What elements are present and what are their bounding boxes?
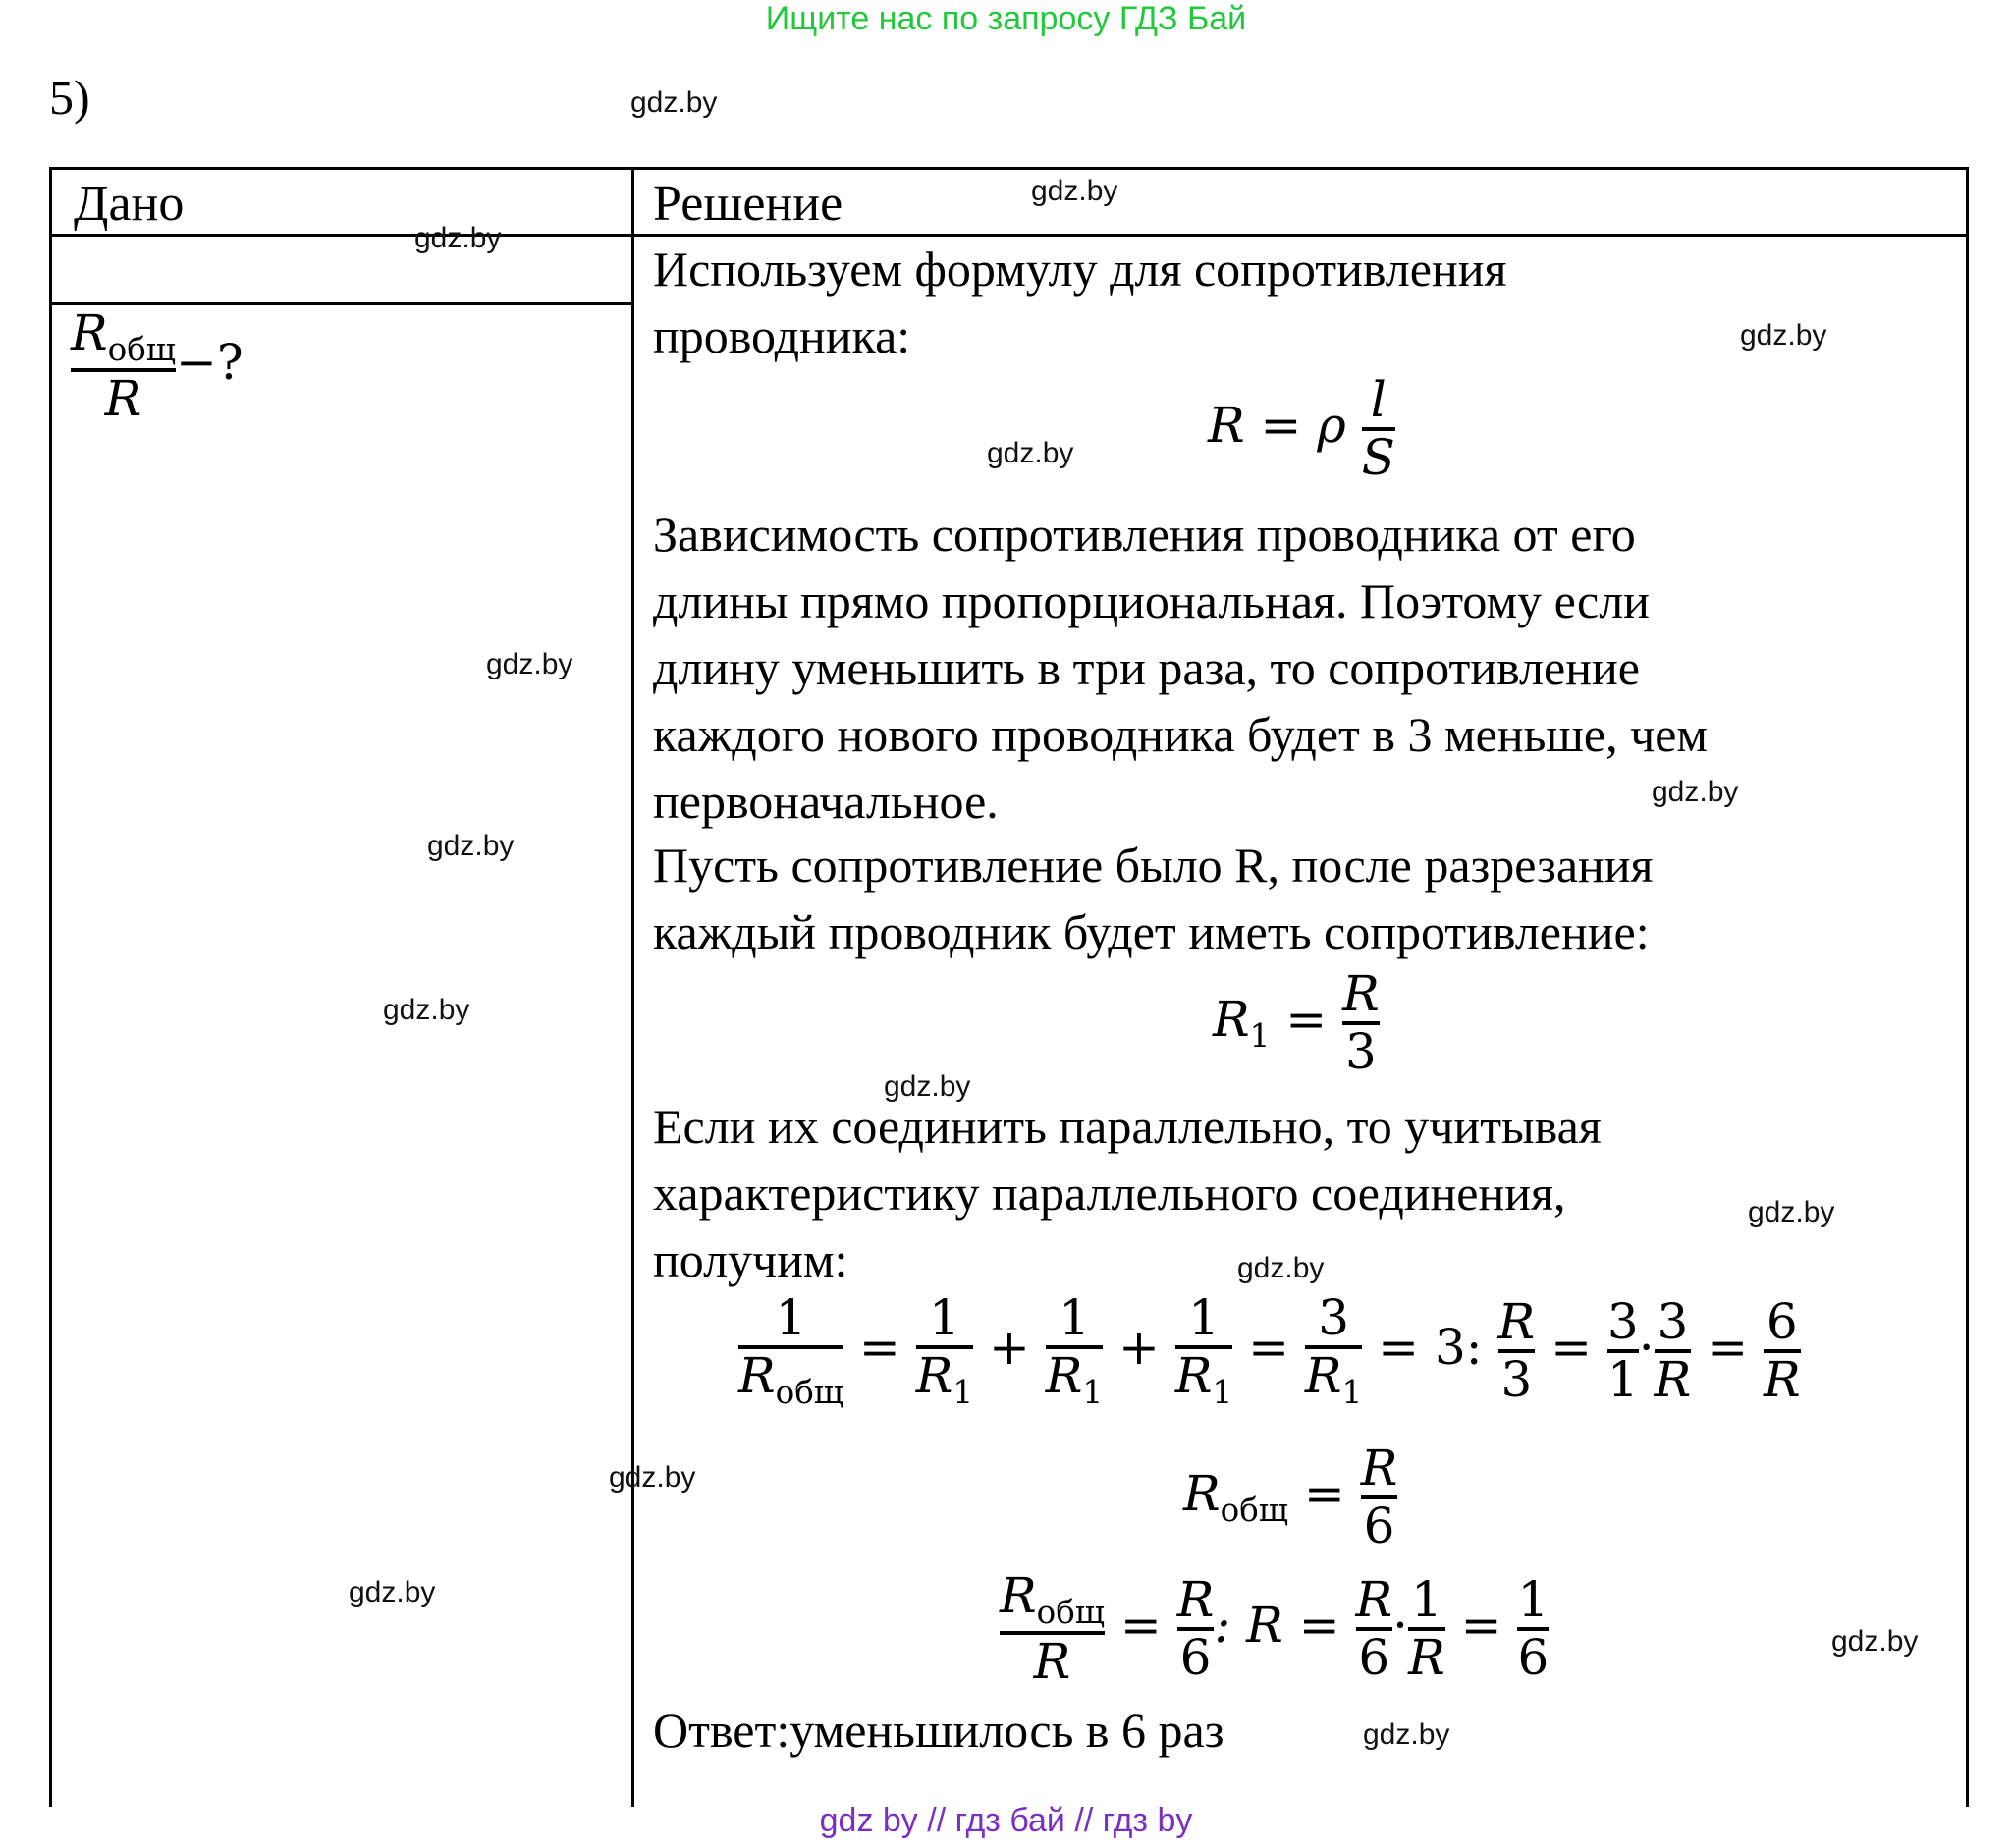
- watermark: gdz.by: [1748, 1196, 1835, 1228]
- solution-header: Решение: [653, 176, 843, 232]
- solution-line: первоначальное.: [653, 774, 999, 829]
- table-right-border: [1966, 167, 1969, 1807]
- answer: Ответ:уменьшилось в 6 раз: [653, 1703, 1224, 1758]
- solution-line: каждого нового проводника будет в 3 меньше, чем: [653, 707, 1709, 762]
- watermark: gdz.by: [349, 1576, 436, 1608]
- given-header: Дано: [74, 176, 185, 232]
- header-underline: [49, 234, 1969, 237]
- formula-r-total: $R_{общ}$ = $\frac{R}{6}$: [1183, 1440, 1398, 1554]
- solution-line: характеристику параллельного соединения,: [653, 1166, 1566, 1221]
- solution-line: Используем формулу для сопротивления: [653, 242, 1507, 297]
- solution-line: Пусть сопротивление было R, после разрезания: [653, 838, 1654, 893]
- table-divider: [631, 167, 634, 1807]
- watermark: gdz.by: [1652, 776, 1739, 808]
- watermark: gdz.by: [987, 437, 1074, 469]
- formula-ratio: $\frac{R_{общ}}{R}$ = $\frac{R}{6}$ : R = $\frac{R}{6}$ · $\frac{1}{R}$ = $\frac{1}{6}$: [1000, 1567, 1550, 1690]
- watermark: gdz.by: [427, 830, 515, 862]
- find-expression: $\frac{R_{общ}}{R}$ −?: [71, 304, 244, 427]
- solution-line: длину уменьшить в три раза, то сопротивление: [653, 640, 1640, 695]
- top-banner: Ищите нас по запросу ГДЗ Бай: [765, 0, 1247, 37]
- problem-number: 5): [49, 70, 90, 125]
- watermark: gdz.by: [609, 1461, 696, 1494]
- table-left-border: [49, 167, 52, 1807]
- watermark: gdz.by: [1031, 175, 1118, 207]
- solution-line: получим:: [653, 1232, 848, 1287]
- solution-line: проводника:: [653, 308, 911, 363]
- watermark: gdz.by: [630, 86, 718, 119]
- table-top-border: [49, 167, 1969, 170]
- given-underline: [49, 302, 633, 305]
- solution-line: Если их соединить параллельно, то учитывая: [653, 1099, 1602, 1154]
- solution-line: Зависимость сопротивления проводника от его: [653, 507, 1636, 562]
- watermark: gdz.by: [1831, 1625, 1919, 1658]
- formula-resistance: R = ρ $\frac{l}{S}$: [1208, 371, 1395, 486]
- watermark: gdz.by: [884, 1070, 971, 1103]
- watermark: gdz.by: [1363, 1718, 1450, 1751]
- watermark: gdz.by: [414, 222, 502, 254]
- watermark: gdz.by: [1237, 1252, 1325, 1284]
- formula-r1: $R_1$ = $\frac{R}{3}$: [1213, 965, 1380, 1080]
- solution-line: каждый проводник будет иметь сопротивление:: [653, 904, 1650, 959]
- find-fraction: $\frac{R_{общ}}{R}$: [71, 304, 177, 427]
- watermark: gdz.by: [1740, 319, 1827, 352]
- solution-line: длины прямо пропорциональная. Поэтому если: [653, 573, 1650, 628]
- bottom-watermark: gdz by // гдз бай // гдз by: [819, 1802, 1193, 1839]
- watermark: gdz.by: [383, 994, 470, 1026]
- watermark: gdz.by: [486, 648, 573, 680]
- formula-parallel: $\frac{1}{R_{общ}}$ = $\frac{1}{R_1}$ + $\frac{1}{R_1}$ + $\frac{1}{R_1}$ = $\frac{3}{R_1}$ = 3: $\frac{R}{3}$ = $\frac{3}{1}$ · $\frac{3}{R}$ = $\frac{6}{R}$: [738, 1289, 1801, 1411]
